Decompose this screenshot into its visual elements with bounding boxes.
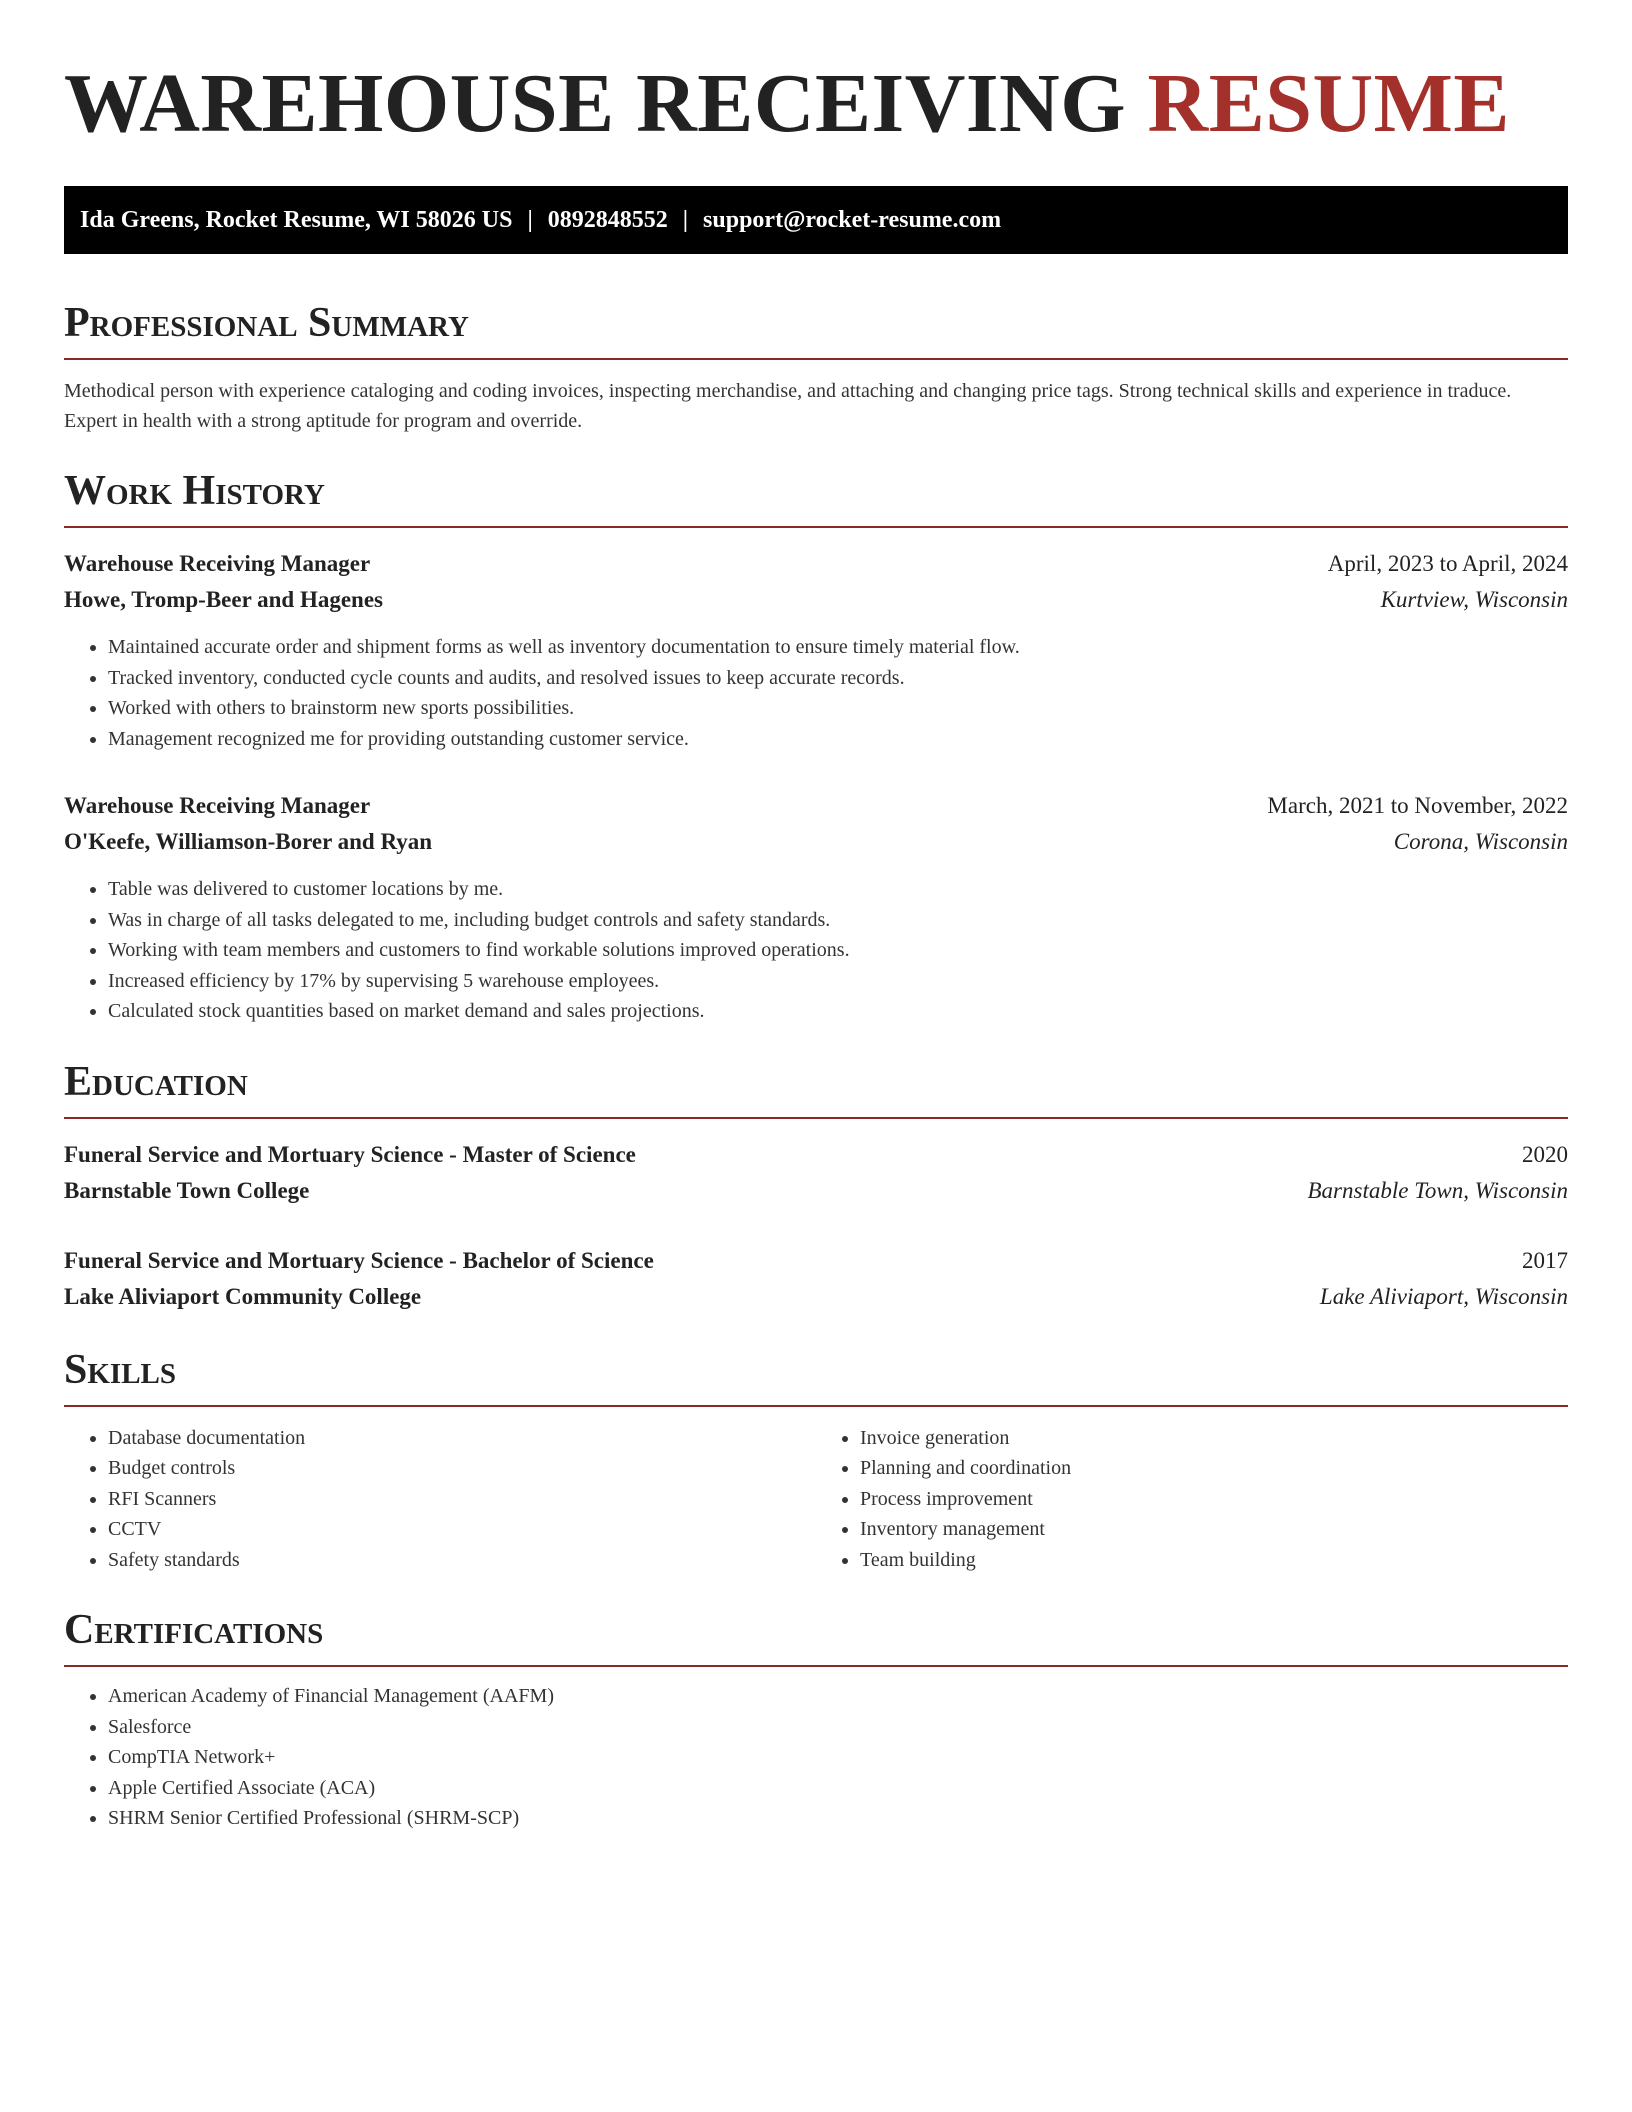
job-dates: April, 2023 to April, 2024 xyxy=(1327,551,1568,576)
job-bullet: • Management recognized me for providing outstanding customer service. xyxy=(108,724,1568,755)
job-bullet: • Calculated stock quantities based on market demand and sales projections. xyxy=(108,996,1568,1027)
school-location: Lake Aliviaport, Wisconsin xyxy=(1319,1283,1568,1309)
skill-item: • RFI Scanners xyxy=(108,1484,816,1515)
contact-bar xyxy=(64,186,1568,254)
job-company: O'Keefe, Williamson-Borer and Ryan xyxy=(64,829,433,854)
certification-item: • CompTIA Network+ xyxy=(108,1742,1568,1773)
section-heading-summary: Professional Summary xyxy=(64,298,1568,360)
skills-grid xyxy=(64,1423,1568,1576)
job-bullets xyxy=(64,632,1568,754)
job-company-row xyxy=(64,824,1568,860)
certification-item: • Apple Certified Associate (ACA) xyxy=(108,1773,1568,1804)
job-bullet: • Increased efficiency by 17% by supervising 5 warehouse employees. xyxy=(108,966,1568,997)
certifications-section xyxy=(64,1605,1568,1834)
skill-item: • Safety standards xyxy=(108,1545,816,1576)
degree-year: 2017 xyxy=(1522,1247,1568,1273)
contact-email[interactable]: support@rocket-resume.com xyxy=(703,206,1002,233)
education-section xyxy=(64,1057,1568,1315)
skill-item: • Budget controls xyxy=(108,1453,816,1484)
skill-item: • Database documentation xyxy=(108,1423,816,1454)
job-bullet: • Tracked inventory, conducted cycle counts and audits, and resolved issues to keep accurate records. xyxy=(108,663,1568,694)
job-company: Howe, Tromp-Beer and Hagenes xyxy=(64,587,384,612)
skills-list-left xyxy=(64,1423,816,1576)
section-heading-education: Education xyxy=(64,1057,1568,1119)
certification-item: • American Academy of Financial Management (AAFM) xyxy=(108,1681,1568,1712)
certification-item: • Salesforce xyxy=(108,1712,1568,1743)
skill-item: • Inventory management xyxy=(860,1514,1568,1545)
job-title-row xyxy=(64,546,1568,582)
title-accent: RESUME xyxy=(1147,57,1510,150)
skill-item: • Team building xyxy=(860,1545,1568,1576)
education-entry xyxy=(64,1243,1568,1315)
job-company-row xyxy=(64,582,1568,618)
job-bullet: • Was in charge of all tasks delegated to me, including budget controls and safety standards. xyxy=(108,905,1568,936)
contact-separator: | xyxy=(682,206,689,233)
contact-separator: | xyxy=(527,206,533,233)
certifications-list xyxy=(64,1681,1568,1834)
job-bullet: • Table was delivered to customer locations by me. xyxy=(108,874,1568,905)
skills-list-right xyxy=(816,1423,1568,1576)
work-history-section xyxy=(64,466,1568,1027)
school-location: Barnstable Town, Wisconsin xyxy=(1307,1177,1568,1203)
section-heading-certifications: Certifications xyxy=(64,1605,1568,1667)
degree-title: Funeral Service and Mortuary Science - Master of Science xyxy=(64,1141,636,1167)
job-title: Warehouse Receiving Manager xyxy=(64,551,371,576)
title-main: WAREHOUSE RECEIVING xyxy=(64,57,1127,150)
school-row xyxy=(64,1279,1568,1315)
skill-item: • CCTV xyxy=(108,1514,816,1545)
job-location: Kurtview, Wisconsin xyxy=(1380,587,1568,612)
job-location: Corona, Wisconsin xyxy=(1393,829,1568,854)
job-title-row xyxy=(64,788,1568,824)
school-name: Barnstable Town College xyxy=(64,1177,310,1203)
job-bullet: • Working with team members and customers to find workable solutions improved operations. xyxy=(108,935,1568,966)
degree-row xyxy=(64,1137,1568,1173)
contact-phone[interactable]: 0892848552 xyxy=(547,206,668,233)
education-entry xyxy=(64,1137,1568,1209)
skill-item: • Planning and coordination xyxy=(860,1453,1568,1484)
degree-title: Funeral Service and Mortuary Science - Bachelor of Science xyxy=(64,1247,654,1273)
summary-section xyxy=(64,298,1568,436)
certification-item: • SHRM Senior Certified Professional (SHRM-SCP) xyxy=(108,1803,1568,1834)
section-heading-skills: Skills xyxy=(64,1345,1568,1407)
job-bullets xyxy=(64,874,1568,1027)
summary-text: Methodical person with experience cataloging and coding invoices, inspecting merchandise, and attaching and changing price tags. Strong technical skills and experience in traduce. Expert in health with a strong aptitude for program and override. xyxy=(64,380,1512,432)
school-name: Lake Aliviaport Community College xyxy=(64,1283,422,1309)
degree-year: 2020 xyxy=(1522,1141,1568,1167)
job-entry xyxy=(64,546,1568,754)
skill-item: • Invoice generation xyxy=(860,1423,1568,1454)
degree-row xyxy=(64,1243,1568,1279)
skills-section xyxy=(64,1345,1568,1576)
job-bullet: • Worked with others to brainstorm new sports possibilities. xyxy=(108,693,1568,724)
contact-address: Ida Greens, Rocket Resume, WI 58026 US xyxy=(80,206,513,233)
job-title: Warehouse Receiving Manager xyxy=(64,793,371,818)
resume-title xyxy=(64,56,1568,152)
skill-item: • Process improvement xyxy=(860,1484,1568,1515)
school-row xyxy=(64,1173,1568,1209)
job-bullet: • Maintained accurate order and shipment forms as well as inventory documentation to ensure timely material flow. xyxy=(108,632,1568,663)
section-heading-work-history: Work History xyxy=(64,466,1568,528)
job-dates: March, 2021 to November, 2022 xyxy=(1267,793,1568,818)
job-entry xyxy=(64,788,1568,1027)
